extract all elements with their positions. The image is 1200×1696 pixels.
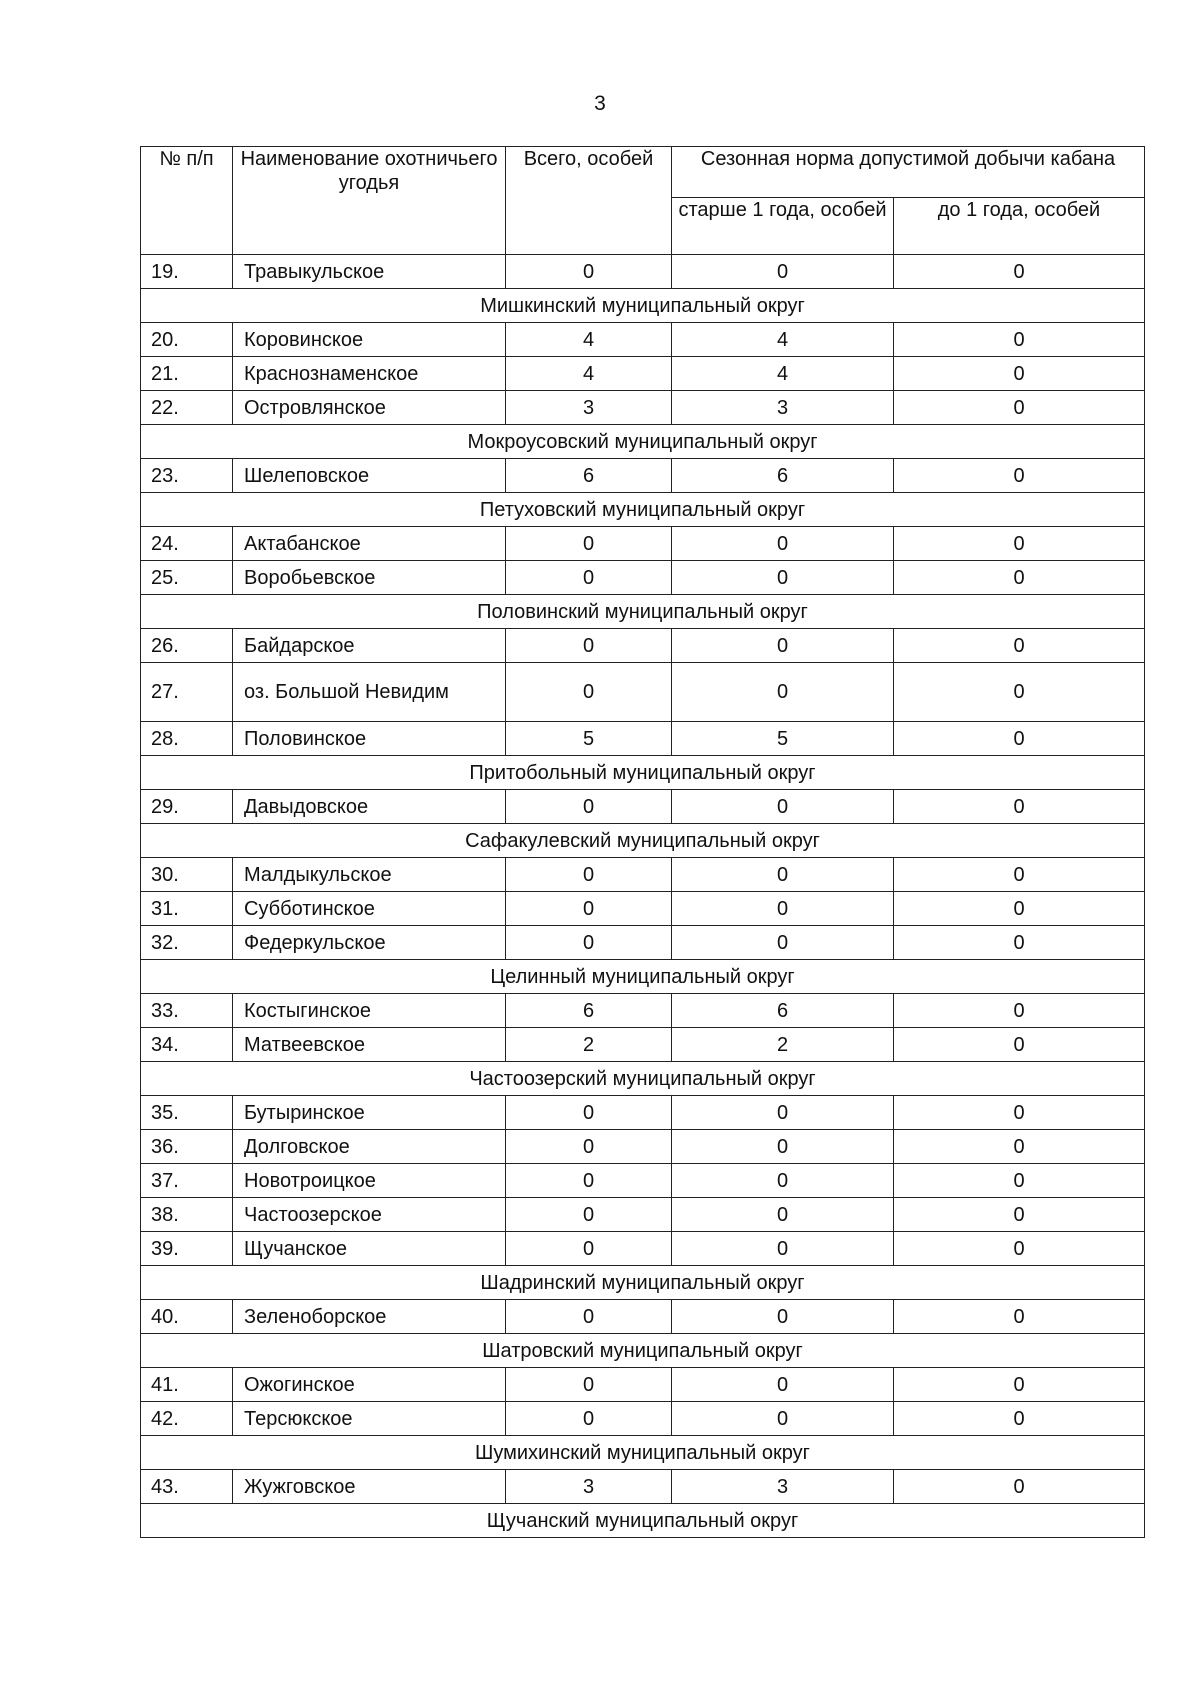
table-row xyxy=(141,1470,1145,1504)
total-count: 4 xyxy=(506,323,672,357)
under-1-year-count: 0 xyxy=(894,790,1145,824)
district-name: Шадринский муниципальный округ xyxy=(141,1266,1145,1300)
hunting-ground-name: Краснознаменское xyxy=(233,357,506,391)
older-than-1-year-count: 0 xyxy=(672,527,894,561)
row-number: 20. xyxy=(141,323,233,357)
total-count: 0 xyxy=(506,926,672,960)
older-than-1-year-count: 2 xyxy=(672,1028,894,1062)
row-number: 19. xyxy=(141,255,233,289)
table-row xyxy=(141,561,1145,595)
older-than-1-year-count: 4 xyxy=(672,323,894,357)
under-1-year-count: 0 xyxy=(894,255,1145,289)
older-than-1-year-count: 0 xyxy=(672,1130,894,1164)
hunting-quota-table xyxy=(140,146,1145,1538)
under-1-year-count: 0 xyxy=(894,1096,1145,1130)
under-1-year-count: 0 xyxy=(894,1232,1145,1266)
row-number: 36. xyxy=(141,1130,233,1164)
older-than-1-year-count: 0 xyxy=(672,1368,894,1402)
hunting-ground-name: Воробьевское xyxy=(233,561,506,595)
column-header-older-than-1-year: старше 1 года, особей xyxy=(672,198,894,255)
district-row xyxy=(141,1062,1145,1096)
under-1-year-count: 0 xyxy=(894,1130,1145,1164)
row-number: 34. xyxy=(141,1028,233,1062)
hunting-ground-name: Актабанское xyxy=(233,527,506,561)
table-row xyxy=(141,1368,1145,1402)
hunting-ground-name: Федеркульское xyxy=(233,926,506,960)
total-count: 0 xyxy=(506,629,672,663)
total-count: 0 xyxy=(506,1232,672,1266)
hunting-ground-name: Малдыкульское xyxy=(233,858,506,892)
older-than-1-year-count: 0 xyxy=(672,1402,894,1436)
row-number: 26. xyxy=(141,629,233,663)
column-header-total: Всего, особей xyxy=(506,147,672,255)
hunting-ground-name: Шелеповское xyxy=(233,459,506,493)
total-count: 0 xyxy=(506,858,672,892)
older-than-1-year-count: 0 xyxy=(672,1232,894,1266)
district-row xyxy=(141,1266,1145,1300)
older-than-1-year-count: 4 xyxy=(672,357,894,391)
hunting-ground-name: оз. Большой Невидим xyxy=(233,663,506,722)
district-row xyxy=(141,960,1145,994)
page-number: 3 xyxy=(594,92,606,115)
district-row xyxy=(141,289,1145,323)
hunting-ground-name: Бутыринское xyxy=(233,1096,506,1130)
total-count: 0 xyxy=(506,1164,672,1198)
row-number: 43. xyxy=(141,1470,233,1504)
under-1-year-count: 0 xyxy=(894,1402,1145,1436)
total-count: 6 xyxy=(506,994,672,1028)
hunting-ground-name: Зеленоборское xyxy=(233,1300,506,1334)
row-number: 32. xyxy=(141,926,233,960)
hunting-ground-name: Щучанское xyxy=(233,1232,506,1266)
row-number: 31. xyxy=(141,892,233,926)
district-name: Петуховский муниципальный округ xyxy=(141,493,1145,527)
table-row xyxy=(141,1402,1145,1436)
district-row xyxy=(141,1436,1145,1470)
district-row xyxy=(141,595,1145,629)
hunting-ground-name: Матвеевское xyxy=(233,1028,506,1062)
hunting-ground-name: Субботинское xyxy=(233,892,506,926)
older-than-1-year-count: 0 xyxy=(672,561,894,595)
older-than-1-year-count: 0 xyxy=(672,663,894,722)
row-number: 24. xyxy=(141,527,233,561)
total-count: 0 xyxy=(506,790,672,824)
row-number: 37. xyxy=(141,1164,233,1198)
table-row xyxy=(141,790,1145,824)
hunting-ground-name: Байдарское xyxy=(233,629,506,663)
district-name: Притобольный муниципальный округ xyxy=(141,756,1145,790)
older-than-1-year-count: 0 xyxy=(672,858,894,892)
district-name: Мишкинский муниципальный округ xyxy=(141,289,1145,323)
district-name: Сафакулевский муниципальный округ xyxy=(141,824,1145,858)
under-1-year-count: 0 xyxy=(894,561,1145,595)
district-name: Мокроусовский муниципальный округ xyxy=(141,425,1145,459)
hunting-ground-name: Долговское xyxy=(233,1130,506,1164)
older-than-1-year-count: 0 xyxy=(672,892,894,926)
district-name: Щучанский муниципальный округ xyxy=(141,1504,1145,1538)
table-row xyxy=(141,629,1145,663)
table-row xyxy=(141,892,1145,926)
total-count: 0 xyxy=(506,1402,672,1436)
older-than-1-year-count: 3 xyxy=(672,391,894,425)
total-count: 3 xyxy=(506,1470,672,1504)
hunting-ground-name: Костыгинское xyxy=(233,994,506,1028)
under-1-year-count: 0 xyxy=(894,629,1145,663)
district-name: Шумихинский муниципальный округ xyxy=(141,1436,1145,1470)
hunting-ground-name: Терсюкское xyxy=(233,1402,506,1436)
under-1-year-count: 0 xyxy=(894,663,1145,722)
under-1-year-count: 0 xyxy=(894,459,1145,493)
row-number: 22. xyxy=(141,391,233,425)
row-number: 40. xyxy=(141,1300,233,1334)
older-than-1-year-count: 0 xyxy=(672,926,894,960)
older-than-1-year-count: 5 xyxy=(672,722,894,756)
district-row xyxy=(141,756,1145,790)
table-header xyxy=(141,147,1145,255)
table-row xyxy=(141,722,1145,756)
district-name: Целинный муниципальный округ xyxy=(141,960,1145,994)
column-header-number: № п/п xyxy=(141,147,233,255)
row-number: 41. xyxy=(141,1368,233,1402)
table-row xyxy=(141,323,1145,357)
older-than-1-year-count: 0 xyxy=(672,255,894,289)
district-row xyxy=(141,425,1145,459)
row-number: 42. xyxy=(141,1402,233,1436)
table-row xyxy=(141,459,1145,493)
table-row xyxy=(141,255,1145,289)
under-1-year-count: 0 xyxy=(894,926,1145,960)
under-1-year-count: 0 xyxy=(894,1198,1145,1232)
table-row xyxy=(141,1096,1145,1130)
hunting-ground-name: Новотроицкое xyxy=(233,1164,506,1198)
hunting-ground-name: Ожогинское xyxy=(233,1368,506,1402)
total-count: 6 xyxy=(506,459,672,493)
hunting-ground-name: Коровинское xyxy=(233,323,506,357)
table-body xyxy=(141,255,1145,1538)
hunting-ground-name: Островлянское xyxy=(233,391,506,425)
under-1-year-count: 0 xyxy=(894,357,1145,391)
table-row xyxy=(141,994,1145,1028)
older-than-1-year-count: 6 xyxy=(672,994,894,1028)
row-number: 21. xyxy=(141,357,233,391)
table-row xyxy=(141,357,1145,391)
total-count: 0 xyxy=(506,1096,672,1130)
total-count: 0 xyxy=(506,1368,672,1402)
under-1-year-count: 0 xyxy=(894,1164,1145,1198)
district-row xyxy=(141,1334,1145,1368)
under-1-year-count: 0 xyxy=(894,858,1145,892)
total-count: 0 xyxy=(506,561,672,595)
district-name: Частоозерский муниципальный округ xyxy=(141,1062,1145,1096)
older-than-1-year-count: 0 xyxy=(672,1300,894,1334)
older-than-1-year-count: 0 xyxy=(672,1198,894,1232)
total-count: 0 xyxy=(506,1198,672,1232)
row-number: 27. xyxy=(141,663,233,722)
table-row xyxy=(141,663,1145,722)
table-row xyxy=(141,1028,1145,1062)
older-than-1-year-count: 0 xyxy=(672,629,894,663)
table-row xyxy=(141,527,1145,561)
total-count: 5 xyxy=(506,722,672,756)
table-row xyxy=(141,926,1145,960)
table-row xyxy=(141,1232,1145,1266)
older-than-1-year-count: 0 xyxy=(672,790,894,824)
row-number: 35. xyxy=(141,1096,233,1130)
hunting-ground-name: Половинское xyxy=(233,722,506,756)
row-number: 39. xyxy=(141,1232,233,1266)
under-1-year-count: 0 xyxy=(894,323,1145,357)
older-than-1-year-count: 0 xyxy=(672,1096,894,1130)
hunting-ground-name: Давыдовское xyxy=(233,790,506,824)
hunting-ground-name: Травыкульское xyxy=(233,255,506,289)
under-1-year-count: 0 xyxy=(894,1300,1145,1334)
total-count: 4 xyxy=(506,357,672,391)
under-1-year-count: 0 xyxy=(894,892,1145,926)
total-count: 0 xyxy=(506,255,672,289)
under-1-year-count: 0 xyxy=(894,1028,1145,1062)
row-number: 28. xyxy=(141,722,233,756)
under-1-year-count: 0 xyxy=(894,1470,1145,1504)
total-count: 0 xyxy=(506,527,672,561)
table-row xyxy=(141,1300,1145,1334)
total-count: 3 xyxy=(506,391,672,425)
row-number: 23. xyxy=(141,459,233,493)
under-1-year-count: 0 xyxy=(894,994,1145,1028)
column-header-under-1-year: до 1 года, особей xyxy=(894,198,1145,255)
older-than-1-year-count: 0 xyxy=(672,1164,894,1198)
under-1-year-count: 0 xyxy=(894,1368,1145,1402)
under-1-year-count: 0 xyxy=(894,527,1145,561)
total-count: 0 xyxy=(506,663,672,722)
table-row xyxy=(141,391,1145,425)
older-than-1-year-count: 6 xyxy=(672,459,894,493)
total-count: 0 xyxy=(506,1300,672,1334)
total-count: 0 xyxy=(506,1130,672,1164)
district-name: Шатровский муниципальный округ xyxy=(141,1334,1145,1368)
under-1-year-count: 0 xyxy=(894,722,1145,756)
table-row xyxy=(141,1164,1145,1198)
row-number: 30. xyxy=(141,858,233,892)
table-row xyxy=(141,1130,1145,1164)
row-number: 29. xyxy=(141,790,233,824)
column-header-name: Наименование охотничьего угодья xyxy=(233,147,506,255)
column-header-seasonal-norm: Сезонная норма допустимой добычи кабана xyxy=(672,147,1145,198)
district-row xyxy=(141,1504,1145,1538)
district-row xyxy=(141,824,1145,858)
row-number: 38. xyxy=(141,1198,233,1232)
total-count: 0 xyxy=(506,892,672,926)
district-row xyxy=(141,493,1145,527)
row-number: 25. xyxy=(141,561,233,595)
table-row xyxy=(141,858,1145,892)
total-count: 2 xyxy=(506,1028,672,1062)
hunting-ground-name: Жужговское xyxy=(233,1470,506,1504)
under-1-year-count: 0 xyxy=(894,391,1145,425)
hunting-ground-name: Частоозерское xyxy=(233,1198,506,1232)
row-number: 33. xyxy=(141,994,233,1028)
older-than-1-year-count: 3 xyxy=(672,1470,894,1504)
district-name: Половинский муниципальный округ xyxy=(141,595,1145,629)
table-row xyxy=(141,1198,1145,1232)
